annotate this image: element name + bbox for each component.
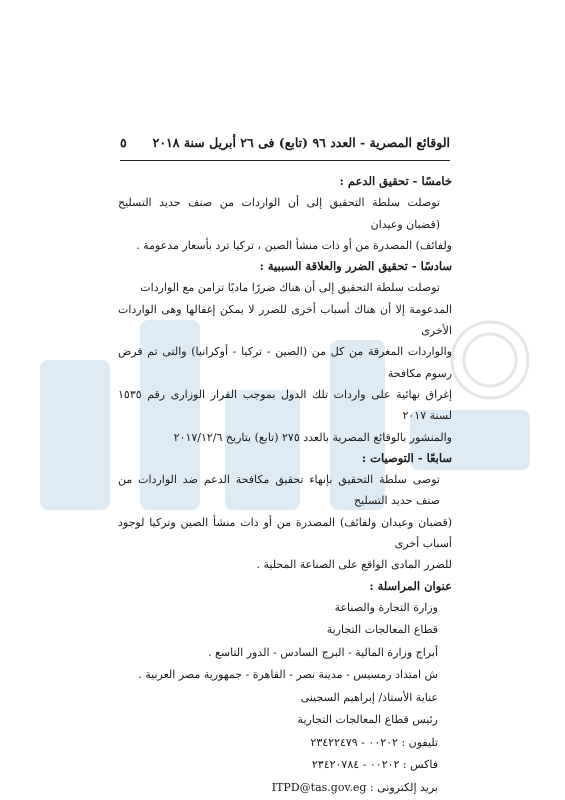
document-body <box>118 171 452 798</box>
header-divider <box>120 160 450 161</box>
section-heading-subsidy: خامسًا - تحقيق الدعم : <box>339 174 452 188</box>
address-block <box>118 597 452 798</box>
address-street: ش امتداد رمسيس - مدينة نصر - القاهرة - جمهورية مصر العربية . <box>138 668 438 682</box>
address-phone: تليفون : ٠٠٢٠٢ - ٢٣٤٢٢٤٧٩ <box>310 735 438 749</box>
page-number: ٥ <box>120 135 127 150</box>
page-header <box>120 135 450 155</box>
section-heading-address: عنوان المراسلة : <box>369 578 452 593</box>
paragraph-line: المدعومة إلا أن هناك أسباب أخرى للضرر لا يمكن إغفالها وهى الواردات الأخرى <box>118 302 452 338</box>
address-role: رئيس قطاع المعالجات التجارية <box>297 713 438 727</box>
address-ministry: وزارة التجارة والصناعة <box>334 600 438 614</box>
paragraph-line: إغراق نهائية على واردات تلك الدول بموجب القرار الوزارى رقم ١٥٣٥ لسنة ٢٠١٧ <box>118 387 452 423</box>
paragraph-line: (قضبان وعيدان ولفائف) المصدرة من أو ذات منشأ الصين وتركيا لوجود أسباب أخرى <box>118 515 452 551</box>
paragraph-line: للضرر المادى الواقع على الصناعة المحلية . <box>256 558 452 572</box>
email-label: بريد إلكترونى : <box>369 780 438 794</box>
address-building: أبراج وزارة المالية - البرج السادس - الدور التاسع . <box>208 645 438 659</box>
address-attention: عناية الأستاذ/ إبراهيم السجينى <box>300 690 438 704</box>
paragraph-line: والمنشور بالوقائع المصرية بالعدد ٢٧٥ (تابع) بتاريخ ٢٠١٧/١٢/٦ <box>173 430 452 444</box>
address-sector: قطاع المعالجات التجارية <box>326 623 438 637</box>
address-fax: فاكس : ٠٠٢٠٢ - ٢٣٤٢٠٧٨٤ <box>311 758 438 772</box>
paragraph-line: توصلت سلطة التحقيق إلى أن هناك ضررًا ماديًا تزامن مع الواردات <box>140 281 440 295</box>
paragraph-line: والواردات المغرقة من كل من (الصين - تركيا - أوكرانيا) والتى تم فرض رسوم مكافحة <box>118 345 452 380</box>
section-heading-recommendations: سابعًا - التوصيات : <box>361 450 452 465</box>
paragraph-line: ولفائف) المصدرة من أو ذات منشأ الصين ، تركيا ترد بأسعار مدعومة . <box>136 238 452 252</box>
paragraph-line: توصلت سلطة التحقيق إلى أن الواردات من صنف حديد التسليح (قضبان وعيدان <box>118 196 440 231</box>
address-email-line <box>118 777 452 798</box>
header-title: الوقائع المصرية - العدد ٩٦ (تابع) فى ٢٦ أبريل سنة ٢٠١٨ <box>152 135 450 150</box>
section-heading-injury: سادسًا - تحقيق الضرر والعلاقة السببية : <box>259 259 452 274</box>
paragraph-line: توصى سلطة التحقيق بإنهاء تحقيق مكافحة الدعم ضد الواردات من صنف حديد التسليح <box>118 473 440 508</box>
email-link[interactable]: ITPD@tas.gov.eg <box>271 780 367 794</box>
